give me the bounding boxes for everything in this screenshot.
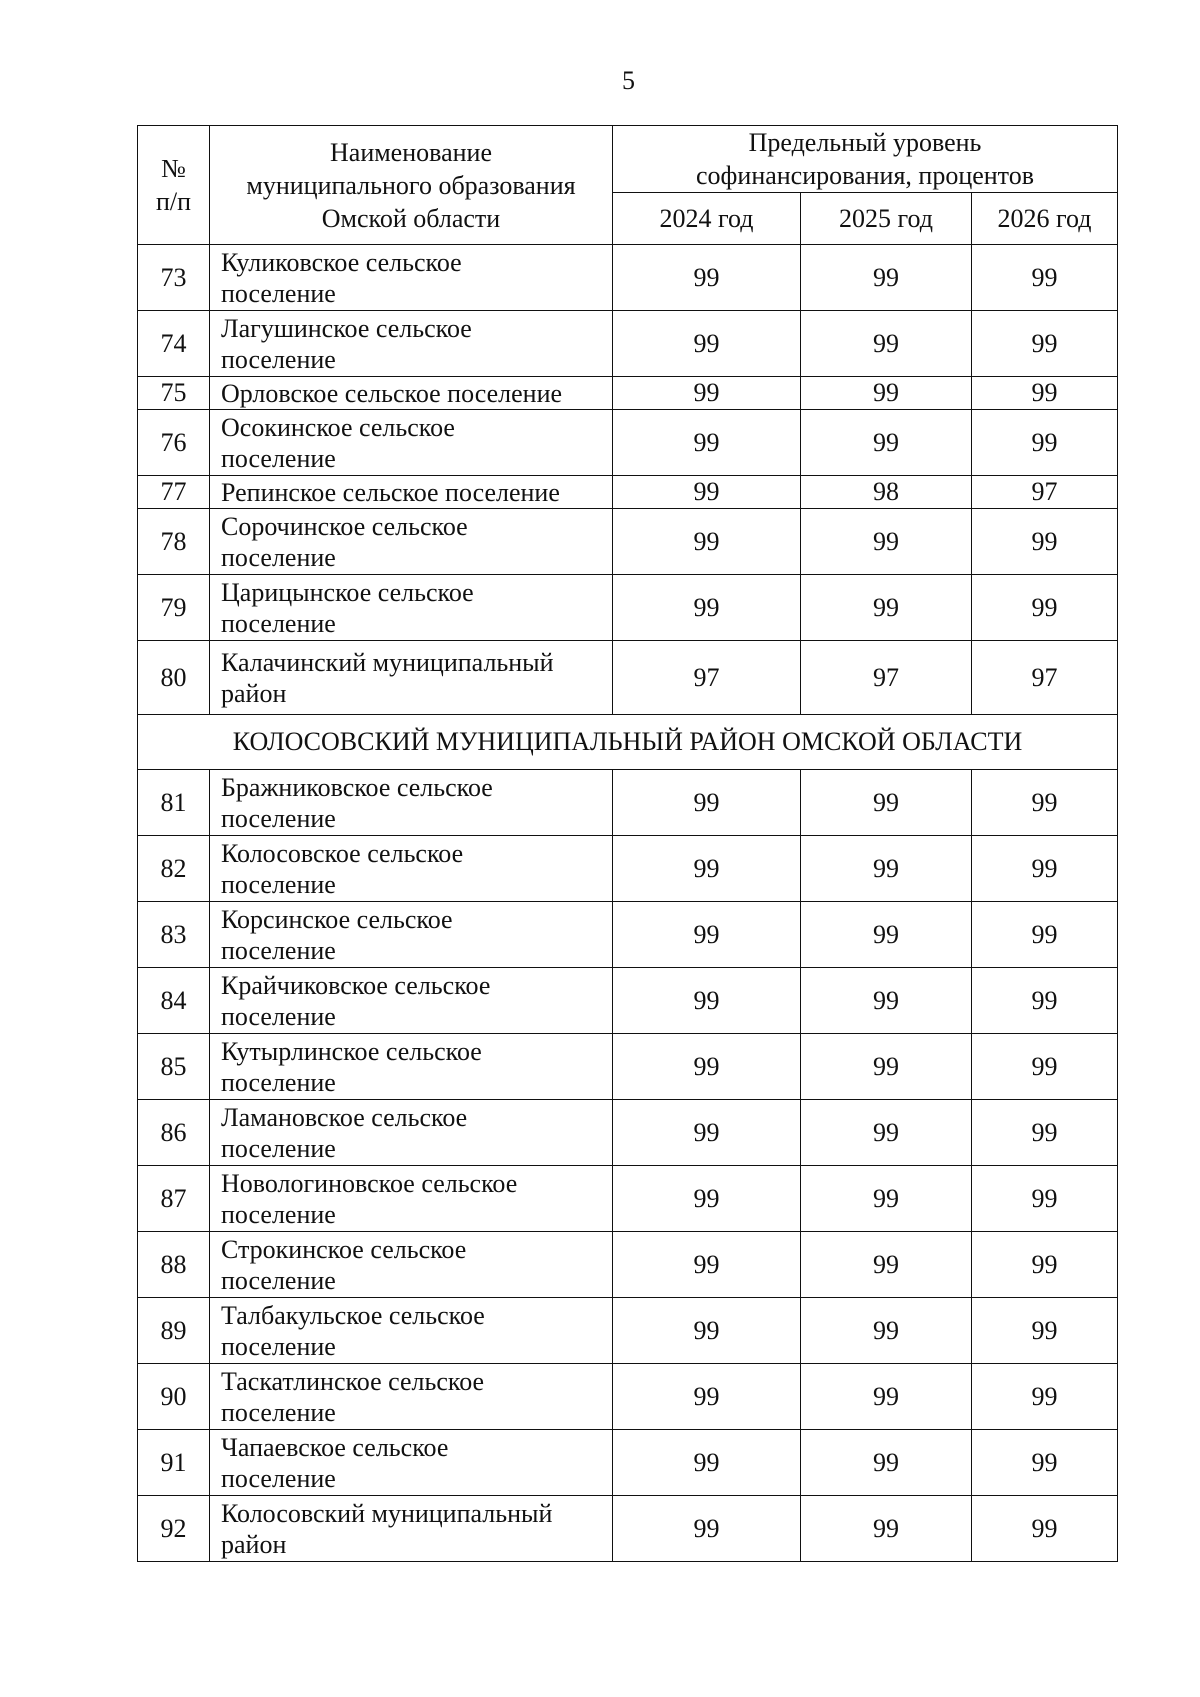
row-number: 91 [138, 1430, 210, 1496]
row-number: 87 [138, 1166, 210, 1232]
value-2025: 99 [801, 377, 972, 410]
header-group-line-2: софинансирования, процентов [696, 161, 1034, 190]
value-2025: 99 [801, 1364, 972, 1430]
header-name-line-2: муниципального образования [246, 170, 576, 200]
table-row [138, 245, 1118, 311]
value-2026: 99 [972, 968, 1118, 1034]
municipality-name [210, 770, 613, 836]
row-number: 79 [138, 575, 210, 641]
name-line-2: поселение [221, 1133, 336, 1163]
row-number: 82 [138, 836, 210, 902]
value-2025: 99 [801, 1430, 972, 1496]
value-2026: 99 [972, 1496, 1118, 1562]
table-row [138, 1298, 1118, 1364]
value-2026: 99 [972, 311, 1118, 377]
row-number: 81 [138, 770, 210, 836]
value-2025: 99 [801, 245, 972, 311]
value-2026: 99 [972, 509, 1118, 575]
value-2026: 99 [972, 377, 1118, 410]
value-2024: 99 [613, 836, 801, 902]
value-2026: 99 [972, 1034, 1118, 1100]
municipality-name: Репинское сельское поселение [210, 476, 613, 509]
name-line-1: Таскатлинское сельское [221, 1366, 485, 1396]
header-name-line-1: Наименование [330, 137, 492, 167]
value-2026: 99 [972, 770, 1118, 836]
municipality-name [210, 641, 613, 715]
value-2025: 99 [801, 410, 972, 476]
header-row-1 [138, 126, 1118, 193]
header-group-line-1: Предельный уровень [748, 128, 982, 157]
name-line-1: Лагушинское сельское [221, 313, 472, 343]
table-row [138, 770, 1118, 836]
value-2024: 99 [613, 1100, 801, 1166]
table-row [138, 836, 1118, 902]
value-2026: 99 [972, 1430, 1118, 1496]
row-number: 78 [138, 509, 210, 575]
name-line-1: Сорочинское сельское [221, 511, 468, 541]
row-number: 89 [138, 1298, 210, 1364]
value-2024: 97 [613, 641, 801, 715]
municipality-name [210, 1364, 613, 1430]
value-2024: 99 [613, 245, 801, 311]
table-row [138, 1100, 1118, 1166]
table-row [138, 509, 1118, 575]
value-2025: 99 [801, 575, 972, 641]
name-line-1: Бражниковское сельское [221, 772, 493, 802]
value-2024: 99 [613, 377, 801, 410]
value-2025: 99 [801, 836, 972, 902]
value-2024: 99 [613, 1298, 801, 1364]
name-line-2: поселение [221, 1265, 336, 1295]
row-number: 80 [138, 641, 210, 715]
header-number-symbol: № [161, 154, 186, 183]
name-line-1: Колосовское сельское [221, 838, 464, 868]
value-2026: 97 [972, 641, 1118, 715]
row-number: 83 [138, 902, 210, 968]
name-line-1: Чапаевское сельское [221, 1432, 449, 1462]
name-line-2: поселение [221, 803, 336, 833]
value-2024: 99 [613, 902, 801, 968]
table-row [138, 1496, 1118, 1562]
table-row [138, 410, 1118, 476]
name-line-1: Ламановское сельское [221, 1102, 468, 1132]
municipality-name [210, 902, 613, 968]
row-number: 76 [138, 410, 210, 476]
row-number: 77 [138, 476, 210, 509]
section-title: КОЛОСОВСКИЙ МУНИЦИПАЛЬНЫЙ РАЙОН ОМСКОЙ ОБЛАСТИ [138, 715, 1118, 770]
value-2024: 99 [613, 410, 801, 476]
value-2024: 99 [613, 1232, 801, 1298]
value-2024: 99 [613, 1430, 801, 1496]
value-2026: 99 [972, 1232, 1118, 1298]
header-number-cell [138, 126, 210, 245]
value-2026: 99 [972, 575, 1118, 641]
value-2024: 99 [613, 311, 801, 377]
value-2024: 99 [613, 575, 801, 641]
page-number: 5 [622, 66, 635, 95]
value-2024: 99 [613, 509, 801, 575]
name-line-2: поселение [221, 344, 336, 374]
header-cofinancing-group [613, 126, 1118, 193]
value-2026: 99 [972, 1298, 1118, 1364]
value-2024: 99 [613, 476, 801, 509]
name-line-1: Строкинское сельское [221, 1234, 467, 1264]
value-2024: 99 [613, 1496, 801, 1562]
name-line-1: Талбакульское сельское [221, 1300, 485, 1330]
value-2026: 97 [972, 476, 1118, 509]
table-row [138, 968, 1118, 1034]
header-year-2026: 2026 год [972, 193, 1118, 245]
municipality-name [210, 1496, 613, 1562]
row-number: 86 [138, 1100, 210, 1166]
row-number: 75 [138, 377, 210, 410]
municipality-name [210, 968, 613, 1034]
row-number: 73 [138, 245, 210, 311]
value-2025: 99 [801, 311, 972, 377]
value-2025: 99 [801, 1496, 972, 1562]
name-line-1: Осокинское сельское [221, 412, 455, 442]
municipality-name [210, 410, 613, 476]
table-row [138, 1364, 1118, 1430]
municipality-name [210, 1100, 613, 1166]
name-line-2: поселение [221, 1397, 336, 1427]
name-line-2: поселение [221, 443, 336, 473]
table-row [138, 902, 1118, 968]
table-row [138, 311, 1118, 377]
header-number-abbr: п/п [155, 187, 192, 216]
table-row [138, 1166, 1118, 1232]
name-line-2: поселение [221, 542, 336, 572]
name-line-1: Новологиновское сельское [221, 1168, 518, 1198]
value-2026: 99 [972, 902, 1118, 968]
value-2026: 99 [972, 836, 1118, 902]
value-2025: 99 [801, 509, 972, 575]
name-line-1: Колосовский муниципальный [221, 1498, 553, 1528]
value-2026: 99 [972, 245, 1118, 311]
municipality-name [210, 245, 613, 311]
name-line-1: Калачинский муниципальный [221, 647, 554, 677]
value-2024: 99 [613, 770, 801, 836]
value-2025: 98 [801, 476, 972, 509]
value-2025: 99 [801, 968, 972, 1034]
municipality-name [210, 1232, 613, 1298]
municipality-name [210, 509, 613, 575]
name-line-2: поселение [221, 278, 336, 308]
name-line-2: поселение [221, 1001, 336, 1031]
header-year-2025: 2025 год [801, 193, 972, 245]
value-2025: 99 [801, 1298, 972, 1364]
name-line-2: поселение [221, 1463, 336, 1493]
header-name-cell [210, 126, 613, 245]
name-line-2: поселение [221, 608, 336, 638]
name-line-1: Царицынское сельское [221, 577, 474, 607]
value-2024: 99 [613, 968, 801, 1034]
name-line-1: Кутырлинское сельское [221, 1036, 482, 1066]
value-2025: 99 [801, 1166, 972, 1232]
municipality-name [210, 311, 613, 377]
value-2024: 99 [613, 1166, 801, 1232]
header-name-line-3: Омской области [321, 203, 501, 233]
table-row [138, 1430, 1118, 1496]
value-2026: 99 [972, 410, 1118, 476]
table-row [138, 476, 1118, 509]
section-row [138, 715, 1118, 770]
value-2025: 99 [801, 902, 972, 968]
municipality-name [210, 1430, 613, 1496]
table-row [138, 377, 1118, 410]
municipality-name [210, 1166, 613, 1232]
municipality-name [210, 1034, 613, 1100]
header-year-2024: 2024 год [613, 193, 801, 245]
value-2024: 99 [613, 1034, 801, 1100]
name-line-2: поселение [221, 1199, 336, 1229]
municipality-name [210, 575, 613, 641]
municipality-name: Орловское сельское поселение [210, 377, 613, 410]
municipality-name [210, 836, 613, 902]
row-number: 85 [138, 1034, 210, 1100]
value-2026: 99 [972, 1100, 1118, 1166]
row-number: 92 [138, 1496, 210, 1562]
value-2025: 99 [801, 1034, 972, 1100]
value-2026: 99 [972, 1166, 1118, 1232]
name-line-1: Корсинское сельское [221, 904, 453, 934]
row-number: 74 [138, 311, 210, 377]
value-2025: 99 [801, 1100, 972, 1166]
row-number: 84 [138, 968, 210, 1034]
name-line-2: поселение [221, 1067, 336, 1097]
row-number: 88 [138, 1232, 210, 1298]
name-line-2: поселение [221, 935, 336, 965]
name-line-2: поселение [221, 1331, 336, 1361]
name-line-2: район [221, 1529, 287, 1559]
name-line-1: Куликовское сельское [221, 247, 462, 277]
table-row [138, 1034, 1118, 1100]
value-2024: 99 [613, 1364, 801, 1430]
table-row [138, 641, 1118, 715]
table-row [138, 1232, 1118, 1298]
row-number: 90 [138, 1364, 210, 1430]
name-line-2: район [221, 678, 287, 708]
name-line-2: поселение [221, 869, 336, 899]
value-2025: 97 [801, 641, 972, 715]
value-2025: 99 [801, 1232, 972, 1298]
table-row [138, 575, 1118, 641]
name-line-1: Крайчиковское сельское [221, 970, 491, 1000]
cofinancing-table [137, 125, 1118, 1562]
value-2026: 99 [972, 1364, 1118, 1430]
municipality-name [210, 1298, 613, 1364]
value-2025: 99 [801, 770, 972, 836]
